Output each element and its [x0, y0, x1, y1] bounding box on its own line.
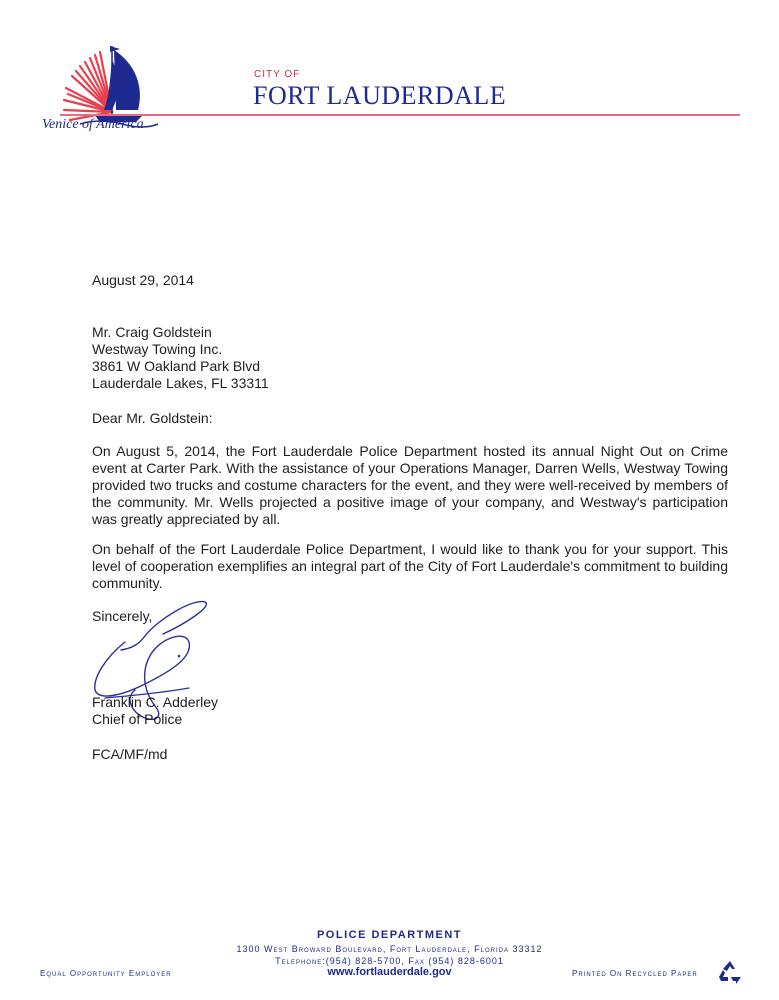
signer-block [92, 694, 218, 728]
body-paragraph: On behalf of the Fort Lauderdale Police Department, I would like to thank you for your support. This level of cooperation exemplifies an integral part of the City of Fort Lauderdale's commitment to building community. [92, 541, 728, 591]
equal-opportunity-label: Equal Opportunity Employer [40, 969, 172, 978]
recipient-address-block [92, 324, 269, 392]
recycled-paper-label: Printed On Recycled Paper [572, 969, 698, 978]
recipient-name: Mr. Craig Goldstein [92, 324, 212, 340]
recycle-icon [717, 960, 743, 984]
recipient-street: 3861 W Oakland Park Blvd [92, 358, 261, 374]
footer-website-link[interactable]: www.fortlauderdale.gov [327, 966, 452, 978]
salutation: Dear Mr. Goldstein: [92, 410, 213, 426]
recipient-city-state-zip: Lauderdale Lakes, FL 33311 [92, 375, 269, 391]
letterhead-divider [60, 114, 740, 116]
city-of-label: CITY OF [254, 69, 301, 80]
city-motto: Venice of America [42, 117, 144, 132]
signer-name: Franklin C. Adderley [92, 694, 219, 710]
signer-title: Chief of Police [92, 711, 183, 727]
footer-phone: Telephone:(954) 828-5700, Fax (954) 828-6001 [275, 956, 504, 966]
footer-address: 1300 West Broward Boulevard, Fort Lauderdale, Florida 33312 [236, 944, 543, 954]
reference-initials: FCA/MF/md [92, 746, 168, 762]
city-name-title: FORT LAUDERDALE [253, 81, 507, 110]
letter-date: August 29, 2014 [92, 272, 194, 288]
closing: Sincerely, [92, 608, 153, 624]
body-paragraph: On August 5, 2014, the Fort Lauderdale Police Department hosted its annual Night Out on Crime event at Carter Park. With the assistance of your Operations Manager, Darren Wells, Westway Towing provided two trucks and costume characters for the event, and they were well-received by members of the community. Mr. Wells projected a positive image of your company, and Westway's participation was greatly appreciated by all. [92, 443, 728, 527]
recipient-company: Westway Towing Inc. [92, 341, 223, 357]
footer-department: POLICE DEPARTMENT [316, 929, 463, 941]
